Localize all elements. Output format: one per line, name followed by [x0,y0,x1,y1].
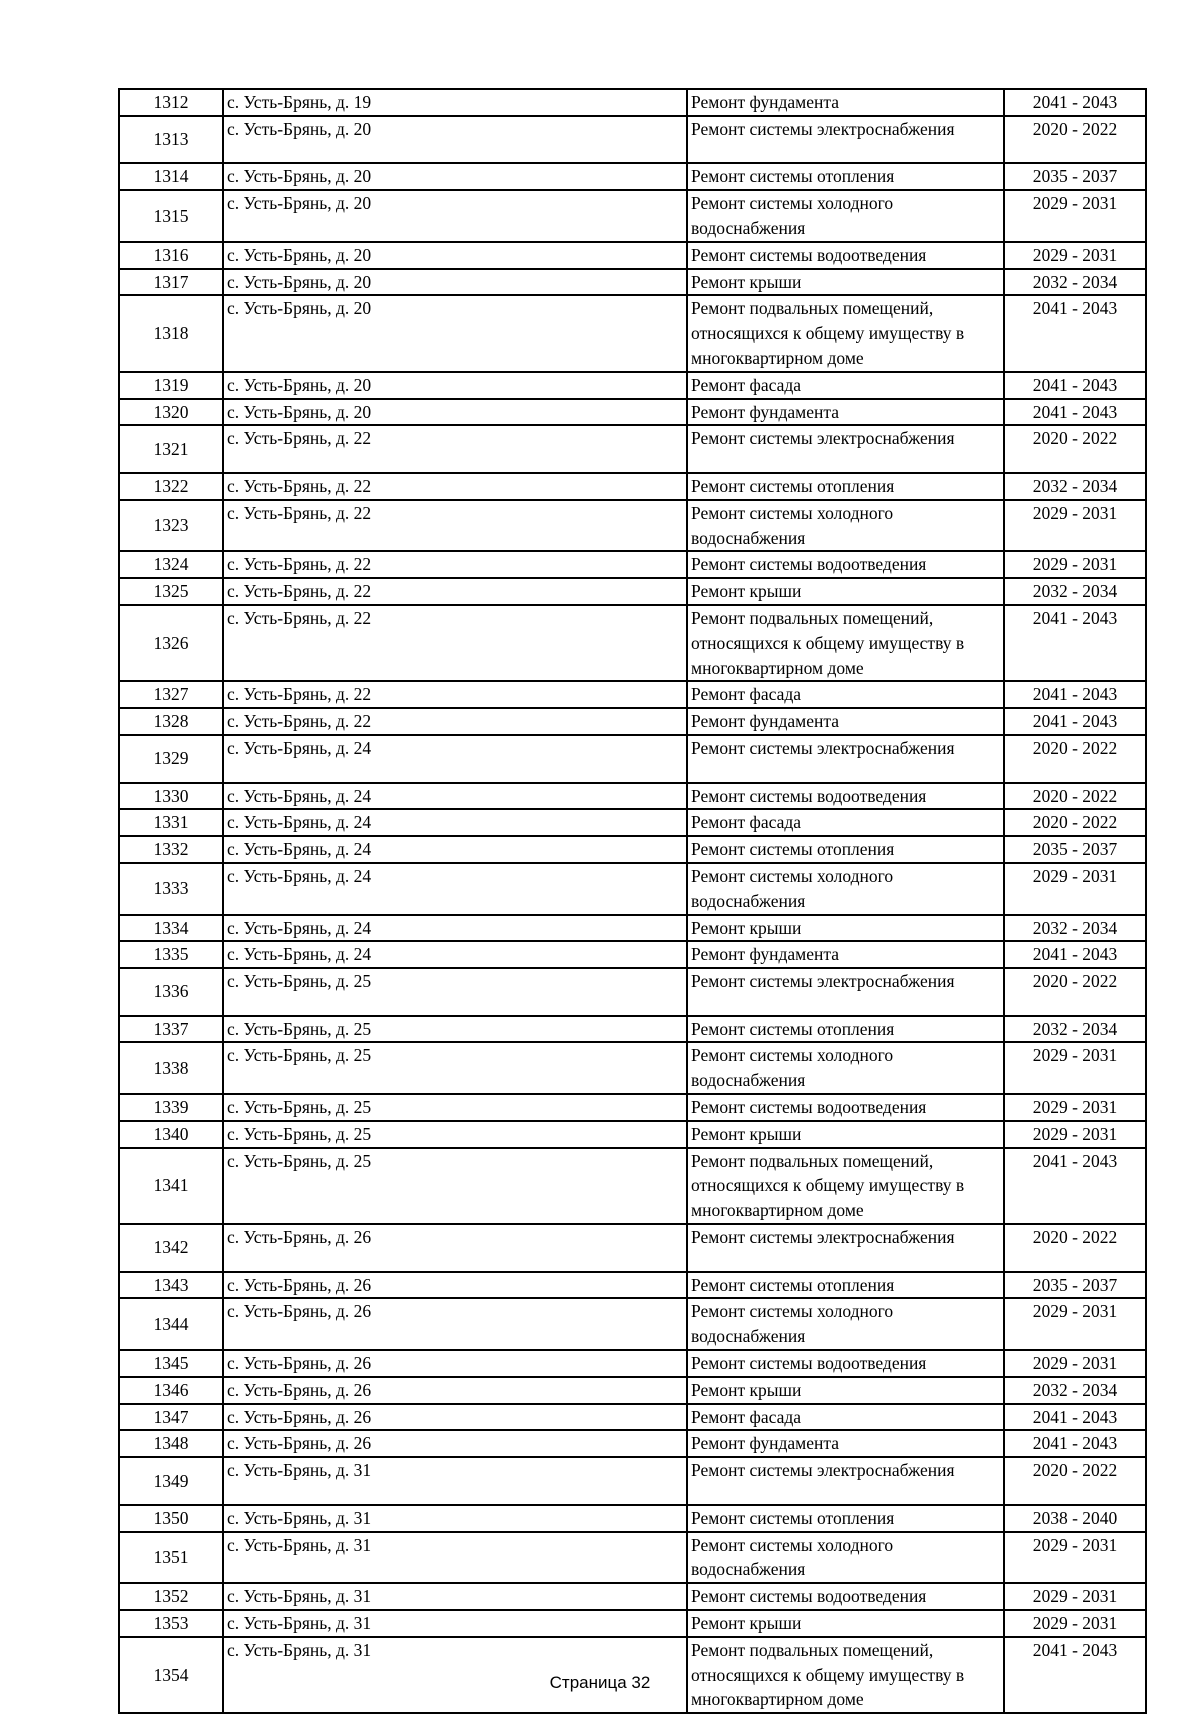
address-cell: с. Усть-Брянь, д. 25 [223,968,687,1016]
table-row [119,1430,1146,1457]
row-number-cell: 1350 [119,1505,223,1532]
row-number-cell: 1323 [119,500,223,552]
address-cell: с. Усть-Брянь, д. 24 [223,915,687,942]
period-cell: 2032 - 2034 [1004,915,1146,942]
address-cell: с. Усть-Брянь, д. 31 [223,1505,687,1532]
work-type-cell: Ремонт фундамента [687,941,1004,968]
table-row [119,89,1146,116]
row-number-cell: 1330 [119,783,223,810]
row-number-cell: 1322 [119,473,223,500]
address-cell: с. Усть-Брянь, д. 25 [223,1016,687,1043]
row-number-cell: 1316 [119,242,223,269]
work-type-cell: Ремонт крыши [687,578,1004,605]
row-number-cell: 1314 [119,163,223,190]
row-number-cell: 1353 [119,1610,223,1637]
table-row [119,1148,1146,1224]
row-number-cell: 1320 [119,399,223,426]
address-cell: с. Усть-Брянь, д. 31 [223,1610,687,1637]
table-row [119,578,1146,605]
table-row [119,1505,1146,1532]
period-cell: 2035 - 2037 [1004,836,1146,863]
address-cell: с. Усть-Брянь, д. 26 [223,1350,687,1377]
address-cell: с. Усть-Брянь, д. 31 [223,1532,687,1584]
work-type-cell: Ремонт подвальных помещений, относящихся к общему имуществу в многоквартирном доме [687,605,1004,681]
table-row [119,863,1146,915]
row-number-cell: 1327 [119,681,223,708]
work-type-cell: Ремонт системы электроснабжения [687,968,1004,1016]
period-cell: 2041 - 2043 [1004,1637,1146,1713]
address-cell: с. Усть-Брянь, д. 24 [223,836,687,863]
period-cell: 2038 - 2040 [1004,1505,1146,1532]
period-cell: 2041 - 2043 [1004,941,1146,968]
row-number-cell: 1340 [119,1121,223,1148]
row-number-cell: 1315 [119,190,223,242]
table-row [119,1042,1146,1094]
work-type-cell: Ремонт системы водоотведения [687,1094,1004,1121]
row-number-cell: 1328 [119,708,223,735]
work-type-cell: Ремонт системы электроснабжения [687,735,1004,783]
address-cell: с. Усть-Брянь, д. 20 [223,372,687,399]
work-type-cell: Ремонт системы холодного водоснабжения [687,863,1004,915]
table-row [119,399,1146,426]
address-cell: с. Усть-Брянь, д. 22 [223,473,687,500]
table-row [119,681,1146,708]
work-type-cell: Ремонт фасада [687,681,1004,708]
address-cell: с. Усть-Брянь, д. 24 [223,809,687,836]
table-row [119,968,1146,1016]
table-row [119,708,1146,735]
row-number-cell: 1343 [119,1272,223,1299]
address-cell: с. Усть-Брянь, д. 24 [223,941,687,968]
table-row [119,116,1146,164]
address-cell: с. Усть-Брянь, д. 26 [223,1224,687,1272]
period-cell: 2020 - 2022 [1004,116,1146,164]
address-cell: с. Усть-Брянь, д. 26 [223,1377,687,1404]
period-cell: 2041 - 2043 [1004,708,1146,735]
address-cell: с. Усть-Брянь, д. 20 [223,399,687,426]
period-cell: 2041 - 2043 [1004,1430,1146,1457]
period-cell: 2035 - 2037 [1004,1272,1146,1299]
row-number-cell: 1319 [119,372,223,399]
work-type-cell: Ремонт системы холодного водоснабжения [687,190,1004,242]
work-type-cell: Ремонт подвальных помещений, относящихся к общему имуществу в многоквартирном доме [687,295,1004,371]
row-number-cell: 1339 [119,1094,223,1121]
table-row [119,551,1146,578]
address-cell: с. Усть-Брянь, д. 22 [223,425,687,473]
table-row [119,1610,1146,1637]
row-number-cell: 1348 [119,1430,223,1457]
address-cell: с. Усть-Брянь, д. 20 [223,116,687,164]
table-row [119,1377,1146,1404]
work-type-cell: Ремонт системы электроснабжения [687,116,1004,164]
row-number-cell: 1329 [119,735,223,783]
work-type-cell: Ремонт системы отопления [687,473,1004,500]
work-type-cell: Ремонт фундамента [687,708,1004,735]
table-row [119,809,1146,836]
table-row [119,1532,1146,1584]
period-cell: 2032 - 2034 [1004,578,1146,605]
row-number-cell: 1351 [119,1532,223,1584]
period-cell: 2032 - 2034 [1004,269,1146,296]
table-row [119,163,1146,190]
work-type-cell: Ремонт системы холодного водоснабжения [687,1042,1004,1094]
period-cell: 2041 - 2043 [1004,1148,1146,1224]
table-row [119,1224,1146,1272]
table-row [119,735,1146,783]
table-body [119,89,1146,1713]
table-row [119,295,1146,371]
work-type-cell: Ремонт системы водоотведения [687,783,1004,810]
period-cell: 2032 - 2034 [1004,1016,1146,1043]
period-cell: 2020 - 2022 [1004,735,1146,783]
period-cell: 2041 - 2043 [1004,605,1146,681]
work-type-cell: Ремонт системы водоотведения [687,1350,1004,1377]
work-type-cell: Ремонт системы электроснабжения [687,1224,1004,1272]
period-cell: 2032 - 2034 [1004,473,1146,500]
address-cell: с. Усть-Брянь, д. 31 [223,1457,687,1505]
address-cell: с. Усть-Брянь, д. 20 [223,295,687,371]
table-row [119,242,1146,269]
work-type-cell: Ремонт фундамента [687,399,1004,426]
work-type-cell: Ремонт фасада [687,809,1004,836]
period-cell: 2041 - 2043 [1004,399,1146,426]
period-cell: 2029 - 2031 [1004,551,1146,578]
work-type-cell: Ремонт системы отопления [687,1016,1004,1043]
work-type-cell: Ремонт системы водоотведения [687,551,1004,578]
table-row [119,1583,1146,1610]
address-cell: с. Усть-Брянь, д. 22 [223,578,687,605]
period-cell: 2029 - 2031 [1004,1121,1146,1148]
period-cell: 2041 - 2043 [1004,295,1146,371]
address-cell: с. Усть-Брянь, д. 26 [223,1298,687,1350]
address-cell: с. Усть-Брянь, д. 26 [223,1272,687,1299]
address-cell: с. Усть-Брянь, д. 20 [223,242,687,269]
address-cell: с. Усть-Брянь, д. 22 [223,500,687,552]
period-cell: 2035 - 2037 [1004,163,1146,190]
work-type-cell: Ремонт фасада [687,372,1004,399]
period-cell: 2029 - 2031 [1004,1094,1146,1121]
table-row [119,372,1146,399]
table-row [119,1350,1146,1377]
period-cell: 2029 - 2031 [1004,863,1146,915]
table-row [119,1457,1146,1505]
row-number-cell: 1341 [119,1148,223,1224]
period-cell: 2020 - 2022 [1004,1457,1146,1505]
table-row [119,915,1146,942]
period-cell: 2041 - 2043 [1004,372,1146,399]
period-cell: 2029 - 2031 [1004,1042,1146,1094]
work-type-cell: Ремонт системы электроснабжения [687,425,1004,473]
row-number-cell: 1346 [119,1377,223,1404]
repair-schedule-table [118,88,1147,1714]
period-cell: 2020 - 2022 [1004,1224,1146,1272]
row-number-cell: 1313 [119,116,223,164]
work-type-cell: Ремонт системы отопления [687,836,1004,863]
period-cell: 2029 - 2031 [1004,1532,1146,1584]
period-cell: 2029 - 2031 [1004,242,1146,269]
work-type-cell: Ремонт системы отопления [687,1272,1004,1299]
row-number-cell: 1318 [119,295,223,371]
row-number-cell: 1335 [119,941,223,968]
row-number-cell: 1342 [119,1224,223,1272]
table-row [119,836,1146,863]
work-type-cell: Ремонт системы холодного водоснабжения [687,500,1004,552]
work-type-cell: Ремонт системы холодного водоснабжения [687,1532,1004,1584]
work-type-cell: Ремонт системы электроснабжения [687,1457,1004,1505]
table-row [119,941,1146,968]
table-row [119,269,1146,296]
row-number-cell: 1333 [119,863,223,915]
period-cell: 2029 - 2031 [1004,1583,1146,1610]
period-cell: 2020 - 2022 [1004,425,1146,473]
work-type-cell: Ремонт подвальных помещений, относящихся к общему имуществу в многоквартирном доме [687,1637,1004,1713]
table-row [119,473,1146,500]
period-cell: 2041 - 2043 [1004,681,1146,708]
work-type-cell: Ремонт крыши [687,915,1004,942]
address-cell: с. Усть-Брянь, д. 25 [223,1148,687,1224]
row-number-cell: 1317 [119,269,223,296]
table-row [119,190,1146,242]
row-number-cell: 1321 [119,425,223,473]
work-type-cell: Ремонт системы водоотведения [687,242,1004,269]
work-type-cell: Ремонт системы холодного водоснабжения [687,1298,1004,1350]
row-number-cell: 1337 [119,1016,223,1043]
address-cell: с. Усть-Брянь, д. 31 [223,1583,687,1610]
period-cell: 2020 - 2022 [1004,809,1146,836]
row-number-cell: 1354 [119,1637,223,1713]
row-number-cell: 1338 [119,1042,223,1094]
work-type-cell: Ремонт системы водоотведения [687,1583,1004,1610]
work-type-cell: Ремонт фасада [687,1404,1004,1431]
page-number: Страница 32 [549,1673,651,1692]
period-cell: 2029 - 2031 [1004,500,1146,552]
work-type-cell: Ремонт системы отопления [687,163,1004,190]
period-cell: 2020 - 2022 [1004,968,1146,1016]
work-type-cell: Ремонт крыши [687,1610,1004,1637]
address-cell: с. Усть-Брянь, д. 22 [223,681,687,708]
table-row [119,1272,1146,1299]
row-number-cell: 1345 [119,1350,223,1377]
table-row [119,1121,1146,1148]
address-cell: с. Усть-Брянь, д. 20 [223,163,687,190]
period-cell: 2032 - 2034 [1004,1377,1146,1404]
row-number-cell: 1336 [119,968,223,1016]
period-cell: 2029 - 2031 [1004,1350,1146,1377]
row-number-cell: 1312 [119,89,223,116]
row-number-cell: 1334 [119,915,223,942]
row-number-cell: 1347 [119,1404,223,1431]
period-cell: 2020 - 2022 [1004,783,1146,810]
work-type-cell: Ремонт крыши [687,269,1004,296]
row-number-cell: 1344 [119,1298,223,1350]
period-cell: 2041 - 2043 [1004,89,1146,116]
address-cell: с. Усть-Брянь, д. 26 [223,1430,687,1457]
table-row [119,1016,1146,1043]
address-cell: с. Усть-Брянь, д. 22 [223,551,687,578]
address-cell: с. Усть-Брянь, д. 25 [223,1121,687,1148]
table-row [119,1298,1146,1350]
table-row [119,1094,1146,1121]
table-row [119,1404,1146,1431]
row-number-cell: 1349 [119,1457,223,1505]
address-cell: с. Усть-Брянь, д. 25 [223,1042,687,1094]
row-number-cell: 1332 [119,836,223,863]
work-type-cell: Ремонт фундамента [687,89,1004,116]
address-cell: с. Усть-Брянь, д. 22 [223,605,687,681]
row-number-cell: 1331 [119,809,223,836]
work-type-cell: Ремонт крыши [687,1121,1004,1148]
address-cell: с. Усть-Брянь, д. 24 [223,783,687,810]
address-cell: с. Усть-Брянь, д. 24 [223,863,687,915]
work-type-cell: Ремонт подвальных помещений, относящихся к общему имуществу в многоквартирном доме [687,1148,1004,1224]
address-cell: с. Усть-Брянь, д. 26 [223,1404,687,1431]
address-cell: с. Усть-Брянь, д. 20 [223,269,687,296]
period-cell: 2029 - 2031 [1004,1610,1146,1637]
row-number-cell: 1352 [119,1583,223,1610]
table-row [119,425,1146,473]
row-number-cell: 1324 [119,551,223,578]
row-number-cell: 1326 [119,605,223,681]
work-type-cell: Ремонт системы отопления [687,1505,1004,1532]
address-cell: с. Усть-Брянь, д. 25 [223,1094,687,1121]
address-cell: с. Усть-Брянь, д. 24 [223,735,687,783]
period-cell: 2029 - 2031 [1004,1298,1146,1350]
work-type-cell: Ремонт крыши [687,1377,1004,1404]
period-cell: 2029 - 2031 [1004,190,1146,242]
address-cell: с. Усть-Брянь, д. 22 [223,708,687,735]
period-cell: 2041 - 2043 [1004,1404,1146,1431]
table-row [119,783,1146,810]
table-row [119,605,1146,681]
address-cell: с. Усть-Брянь, д. 31 [223,1637,687,1713]
address-cell: с. Усть-Брянь, д. 19 [223,89,687,116]
table-row [119,500,1146,552]
row-number-cell: 1325 [119,578,223,605]
address-cell: с. Усть-Брянь, д. 20 [223,190,687,242]
work-type-cell: Ремонт фундамента [687,1430,1004,1457]
